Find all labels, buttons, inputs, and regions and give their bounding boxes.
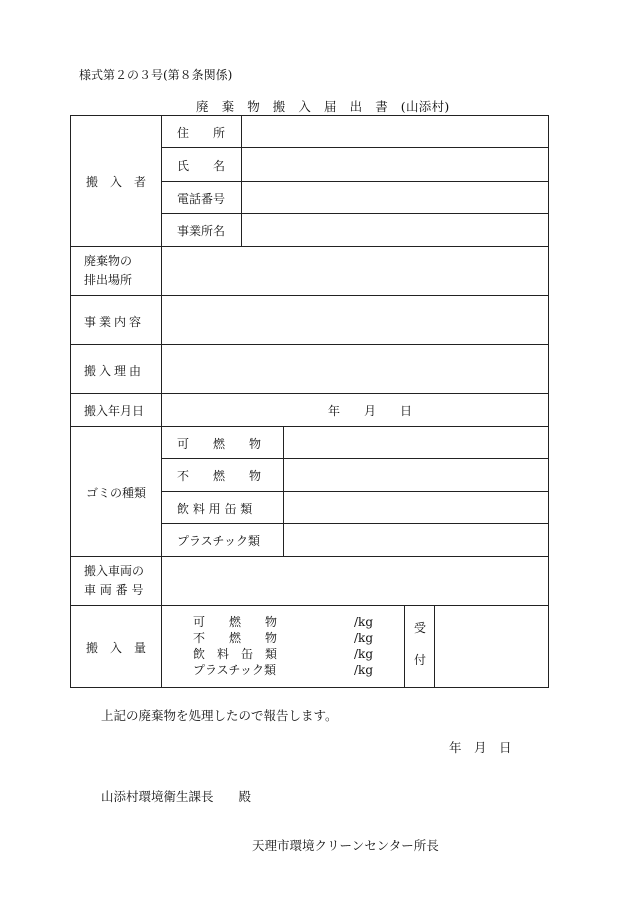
- receipt-label: 受 付: [414, 621, 427, 667]
- sender: 天理市環境クリーンセンター所長: [252, 838, 439, 853]
- date-label: 搬入年月日: [84, 404, 145, 418]
- address-field[interactable]: [242, 116, 548, 147]
- plastic-field[interactable]: [284, 524, 548, 556]
- addressee: 山添村環境衛生課長 殿: [101, 789, 252, 804]
- carrier-label: 搬 入 者: [86, 175, 147, 189]
- noncombustible-field[interactable]: [284, 459, 548, 491]
- amount-items: 可 燃 物 不 燃 物 飲 料 缶 類 プラスチック類: [193, 615, 278, 677]
- business-field[interactable]: [162, 296, 548, 344]
- cans-field[interactable]: [284, 492, 548, 523]
- garbage-type-noncombustible: 不 燃 物: [177, 469, 262, 483]
- phone-label: 電話番号: [177, 192, 226, 206]
- name-label: 氏 名: [177, 159, 226, 173]
- waste-origin-label: 廃棄物の 排出場所: [84, 254, 133, 287]
- date-value[interactable]: 年 月 日: [328, 404, 413, 418]
- reason-field[interactable]: [162, 345, 548, 393]
- report-date: 年 月 日: [449, 740, 512, 755]
- phone-field[interactable]: [242, 182, 548, 213]
- form-code: 様式第２の３号(第８条関係): [79, 68, 233, 82]
- name-field[interactable]: [242, 148, 548, 181]
- garbage-type-plastic: プラスチック類: [177, 534, 261, 548]
- page-title: 廃 棄 物 搬 入 届 出 書 (山添村): [196, 99, 450, 114]
- garbage-type-label: ゴミの種類: [86, 486, 147, 500]
- waste-origin-field[interactable]: [162, 247, 548, 295]
- garbage-type-cans: 飲 料 用 缶 類: [177, 502, 253, 516]
- amount-label: 搬 入 量: [86, 641, 147, 655]
- garbage-type-combustible: 可 燃 物: [177, 437, 262, 451]
- report-text: 上記の廃棄物を処理したので報告します。: [101, 708, 338, 723]
- address-label: 住 所: [177, 126, 226, 140]
- office-field[interactable]: [242, 214, 548, 246]
- vehicle-label: 搬入車両の 車 両 番 号: [84, 564, 145, 597]
- business-label: 事業内容: [84, 315, 145, 329]
- combustible-field[interactable]: [284, 427, 548, 458]
- vehicle-number-field[interactable]: [162, 557, 548, 605]
- receipt-stamp-field[interactable]: [435, 606, 548, 687]
- reason-label: 搬入理由: [84, 364, 145, 378]
- amount-units: /kg /kg /kg /kg: [354, 615, 373, 677]
- office-label: 事業所名: [177, 224, 226, 238]
